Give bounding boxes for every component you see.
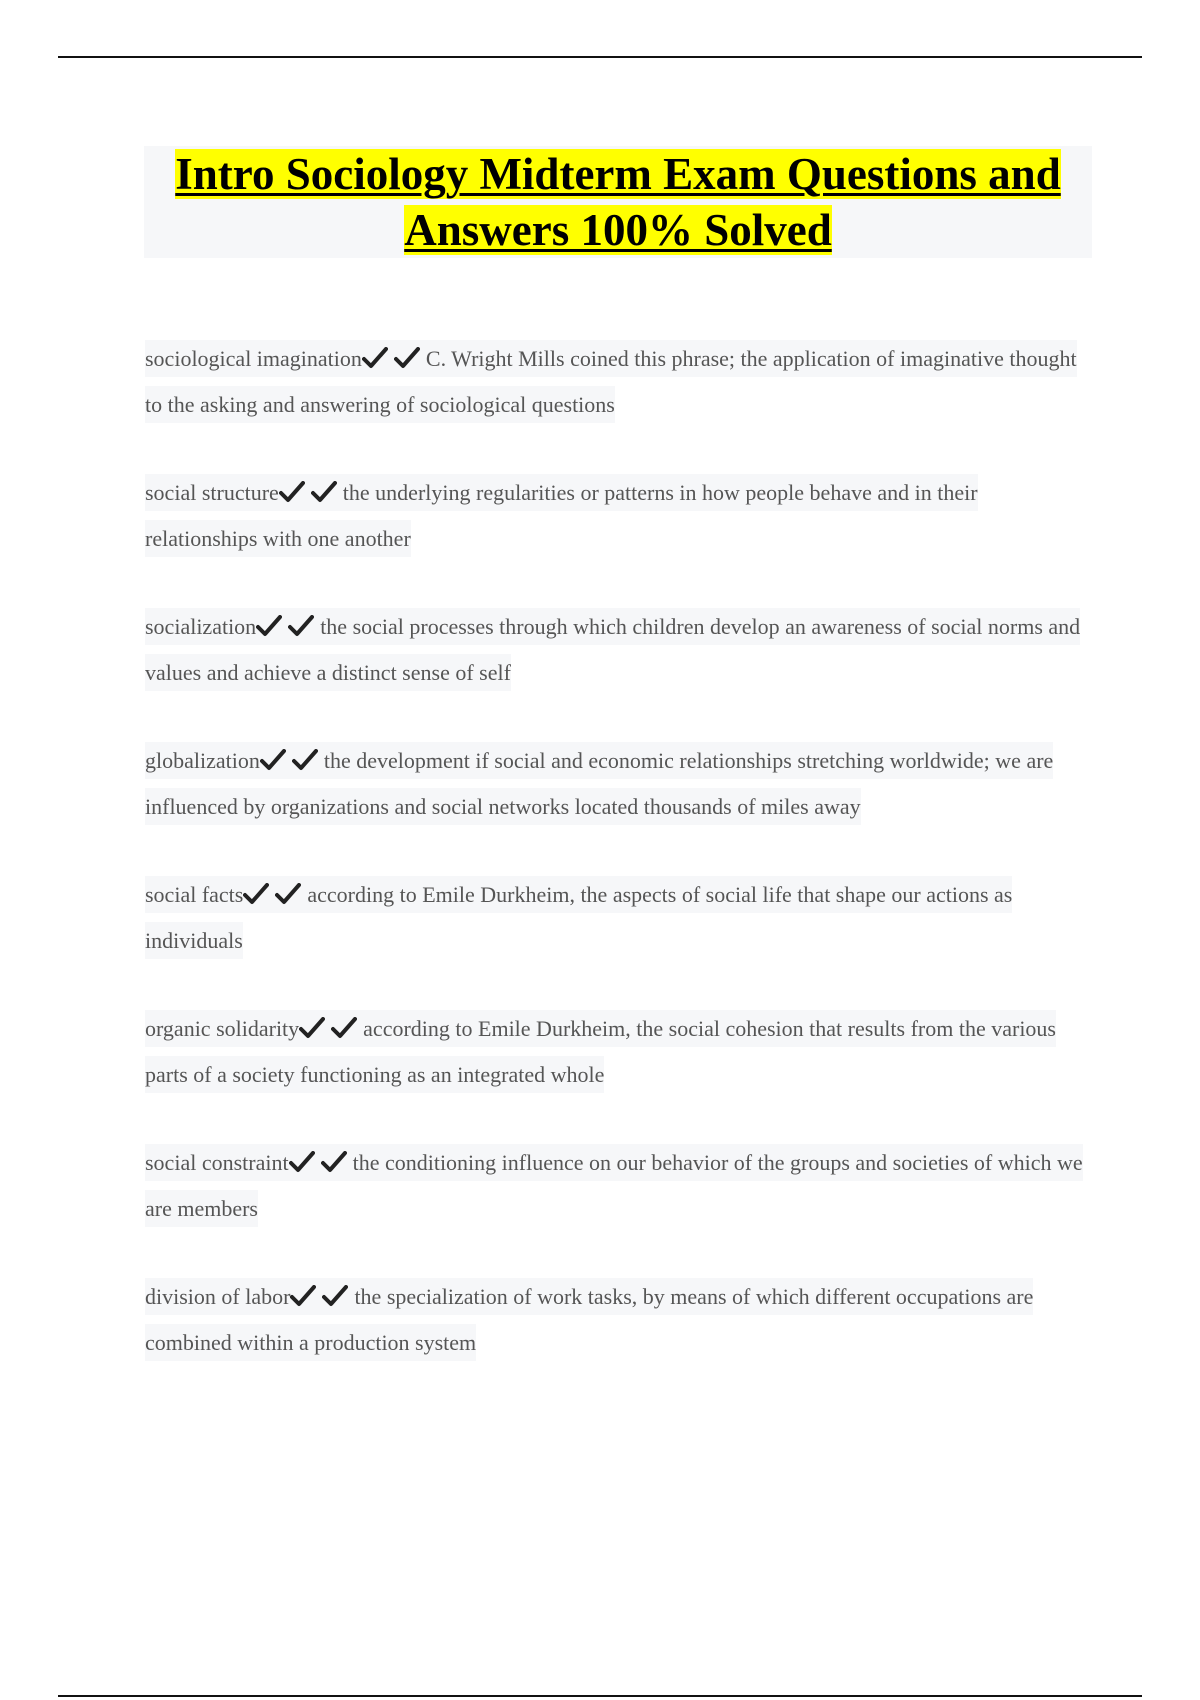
qa-entry [145, 604, 1085, 696]
checkmark-icon [311, 481, 337, 503]
qa-term: socialization [145, 614, 257, 639]
qa-entry [145, 738, 1085, 830]
qa-definition: the development if social and economic relationships stretching worldwide; we are influenced by organizations and social networks located thousands of miles away [145, 748, 1054, 819]
qa-term: organic solidarity [145, 1016, 300, 1041]
qa-entry [145, 336, 1085, 428]
checkmark-icon [394, 347, 420, 369]
qa-definition: according to Emile Durkheim, the aspects of social life that shape our actions as individuals [145, 882, 1013, 953]
checkmark-icon [279, 481, 305, 503]
qa-entry-text [145, 1278, 1033, 1361]
qa-entry-text [145, 1144, 1083, 1227]
checkmark-icon [256, 615, 282, 637]
qa-entry [145, 1006, 1085, 1098]
qa-definition: according to Emile Durkheim, the social cohesion that results from the various parts of a society functioning as an integrated whole [145, 1016, 1056, 1087]
checkmark-icon [322, 1285, 348, 1307]
checkmark-icon [288, 615, 314, 637]
qa-term: globalization [145, 748, 260, 773]
qa-entry [145, 470, 1085, 562]
checkmark-icon [362, 347, 388, 369]
page-top-rule [58, 56, 1142, 58]
checkmark-icon [275, 883, 301, 905]
qa-entry-text [145, 742, 1053, 825]
qa-term: social constraint [145, 1150, 289, 1175]
document-title: Intro Sociology Midterm Exam Questions and Answers 100% Solved [175, 149, 1061, 255]
qa-entry [145, 1274, 1085, 1366]
qa-entry-text [145, 876, 1012, 959]
qa-definition: the social processes through which children develop an awareness of social norms and values and achieve a distinct sense of self [145, 614, 1081, 685]
qa-definition: the conditioning influence on our behavior of the groups and societies of which we are members [145, 1150, 1083, 1221]
title-block [144, 146, 1092, 258]
qa-entry-text [145, 340, 1077, 423]
qa-term: division of labor [145, 1284, 291, 1309]
qa-term: social structure [145, 480, 279, 505]
qa-entry-text [145, 1010, 1056, 1093]
checkmark-icon [299, 1017, 325, 1039]
qa-term: sociological imagination [145, 346, 362, 371]
qa-entry-text [145, 608, 1080, 691]
qa-list [145, 336, 1085, 1408]
qa-entry [145, 872, 1085, 964]
qa-definition: C. Wright Mills coined this phrase; the application of imaginative thought to the asking and answering of sociological questions [145, 346, 1077, 417]
qa-entry-text [145, 474, 978, 557]
qa-definition: the underlying regularities or patterns in how people behave and in their relationships with one another [145, 480, 978, 551]
page-bottom-rule [58, 1695, 1142, 1697]
checkmark-icon [243, 883, 269, 905]
qa-term: social facts [145, 882, 244, 907]
checkmark-icon [321, 1151, 347, 1173]
checkmark-icon [289, 1151, 315, 1173]
checkmark-icon [292, 749, 318, 771]
qa-entry [145, 1140, 1085, 1232]
qa-definition: the specialization of work tasks, by means of which different occupations are combined within a production system [145, 1284, 1034, 1355]
checkmark-icon [260, 749, 286, 771]
checkmark-icon [331, 1017, 357, 1039]
checkmark-icon [290, 1285, 316, 1307]
